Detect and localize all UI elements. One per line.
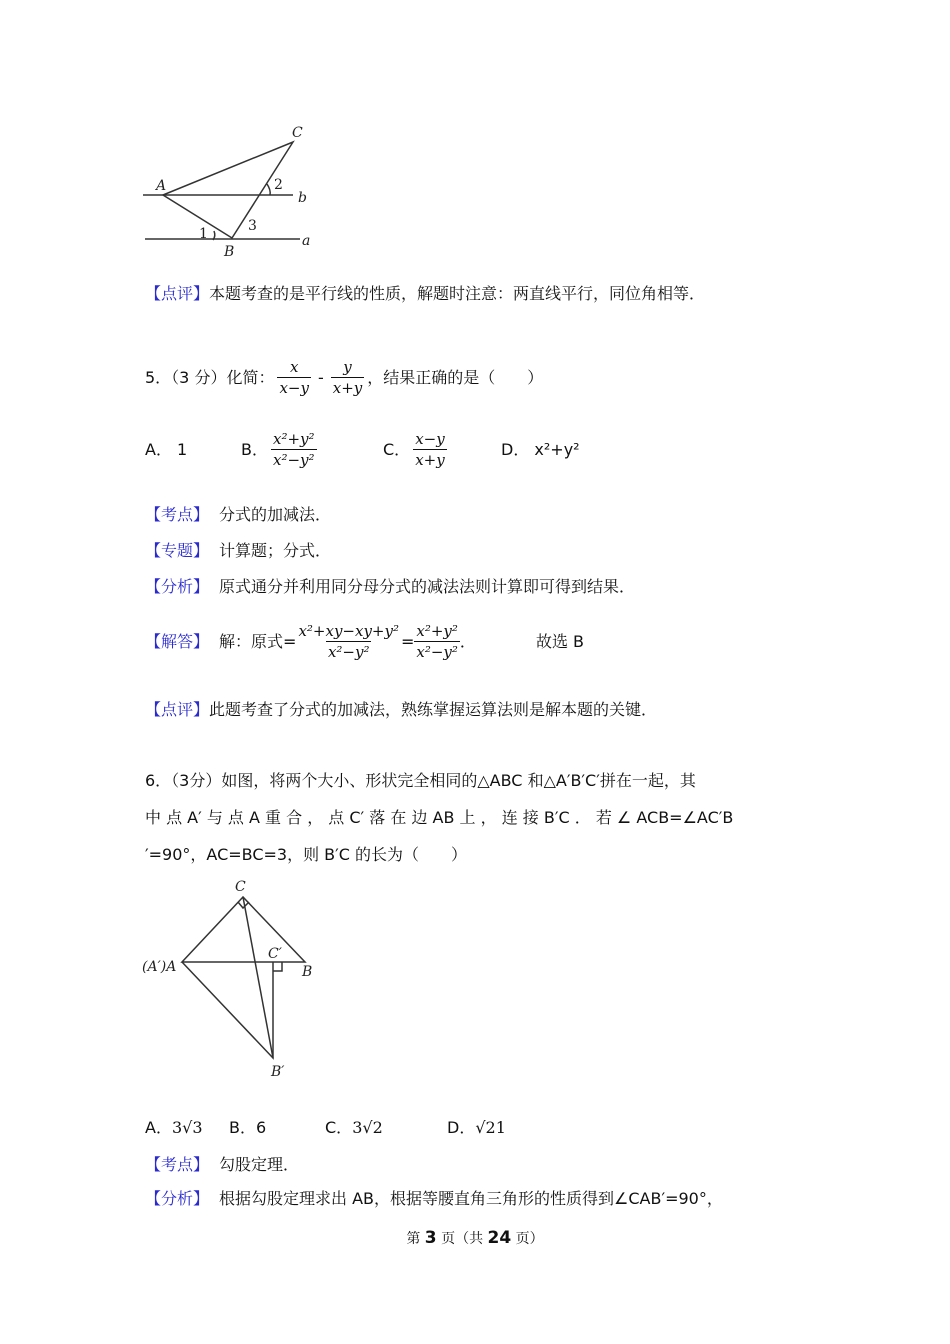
q6-line1: 6．（3分）如图，将两个大小、形状完全相同的△ABC 和△A′B′C′拼在一起，其 [145,771,696,790]
q4-comment [145,286,705,302]
numerator: x [289,358,299,376]
option-a: A． 1 [145,440,188,459]
q6-fenxi: 【分析】 根据勾股定理求出 AB，根据等腰直角三角形的性质得到∠CAB′=90°， [145,1189,723,1208]
comment-tag: 【点评】 [145,284,210,303]
q5-kaodian: 【考点】 分式的加减法． [145,505,332,524]
label-C: C [235,879,246,895]
label-b: b [298,190,307,206]
denominator: x+y [332,379,363,397]
label-2: 2 [274,177,283,193]
fraction [331,360,365,396]
option-b: B．6 [229,1118,267,1137]
label-B: B [302,964,313,980]
option-a: A．3√3 [145,1118,203,1137]
minus-sign: - [317,368,324,387]
label-a: a [302,233,311,249]
numerator: y [343,358,352,376]
q5-fenxi: 【分析】 原式通分并利用同分母分式的减法法则计算即可得到结果． [145,577,636,596]
fraction [277,360,311,396]
q5-number: 5．（3 分）化简： [145,368,275,387]
label-B: B [224,244,235,260]
option-b: B． $\frac{\text{x²+y²}}{\text{x²−y²}}$ [241,430,315,469]
option-d: D． x²+y² [501,440,580,459]
answer: 故选 B [535,632,585,651]
page-total: 24 [487,1228,512,1248]
q6-kaodian: 【考点】 勾股定理． [145,1155,300,1174]
q5-dianping: 【点评】 此题考查了分式的加减法，熟练掌握运算法则是解本题的关键． [145,700,658,719]
q5-zhuanti: 【专题】 计算题；分式． [145,541,332,560]
q5-jieda: 【解答】 解：原式= $\frac{\text{x²+xy−xy+y²}}{\text{x²−y²}}$ = $\frac{\text{x²+y²}}{\text{x²−y²}}$ ． 故选 B [145,622,585,661]
figure-triangles [182,897,305,1058]
page-footer: 第 3 页（共 24 页） [406,1228,544,1248]
option-c: C． $\frac{x-y}{x+y}$ [383,430,445,469]
denominator: x−y [279,379,309,397]
label-1: 1 [199,226,208,242]
label-C: C [292,125,303,141]
comment-text: 本题考查的是平行线的性质，解题时注意：两直线平行，同位角相等． [209,284,706,303]
option-c: C．3√2 [325,1118,383,1137]
label-3: 3 [248,218,257,234]
q5-tail: ，结果正确的是（ ） [367,368,544,387]
label-A: A [156,178,167,194]
label-C-prime: C′ [268,946,282,962]
label-B-prime: B′ [271,1064,285,1080]
page-number: 3 [424,1228,437,1248]
q6-options [145,1120,506,1136]
q5-stem [145,360,543,396]
q6-line2: 中 点 A′ 与 点 A 重 合 ， 点 C′ 落 在 边 AB 上 ， 连 接 B′C ． 若 ∠ ACB=∠AC′B [145,808,734,827]
option-d: D．√21 [447,1118,506,1137]
q5-options [145,432,580,468]
q6-line3: ′=90°，AC=BC=3，则 B′C 的长为（ ） [145,845,468,864]
label-A: (A′)A [142,959,177,975]
